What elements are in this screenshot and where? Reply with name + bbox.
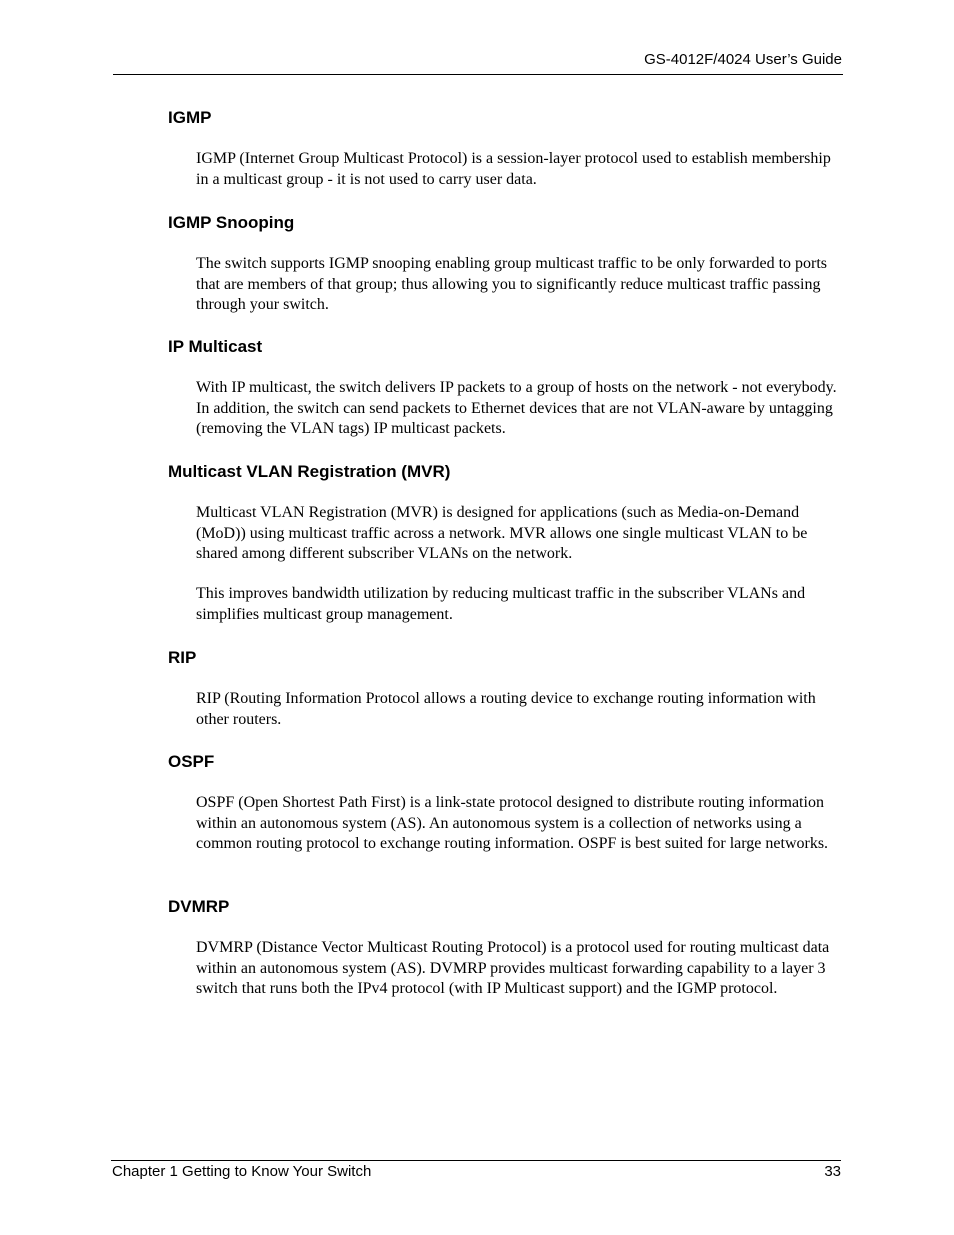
section-paragraph-igmp-snooping: The switch supports IGMP snooping enabling group multicast traffic to be only forwarded to ports that are members of that group; thus allowing you to significantly reduce multicast traffic passing through your switch. [196, 255, 828, 313]
section-paragraph-mvr-2: This improves bandwidth utilization by reducing multicast traffic in the subscriber VLANs and simplifies multicast group management. [196, 585, 806, 623]
page-number: 33 [824, 1163, 841, 1180]
section-heading-igmp: IGMP [168, 108, 212, 127]
section-heading-ip-multicast: IP Multicast [168, 337, 263, 356]
section-paragraph-ospf: OSPF (Open Shortest Path First) is a link-state protocol designed to distribute routing information within an autonomous system (AS). An autonomous system is a collection of networks using a common routing protocol to exchange routing information. OSPF is best suited for large networks. [196, 794, 829, 852]
section-paragraph-rip: RIP (Routing Information Protocol allows a routing device to exchange routing information with other routers. [196, 690, 816, 728]
section-heading-mvr: Multicast VLAN Registration (MVR) [168, 462, 451, 481]
section-heading-dvmrp: DVMRP [168, 897, 230, 916]
section-paragraph-mvr-1: Multicast VLAN Registration (MVR) is designed for applications (such as Media-on-Demand (MoD)) using multicast traffic across a network. MVR allows one single multicast VLAN to be shared among different subscriber VLANs on the network. [196, 504, 808, 562]
section-heading-ospf: OSPF [168, 752, 215, 771]
document-title: GS-4012F/4024 User’s Guide [644, 51, 842, 68]
page-footer [111, 1160, 841, 1183]
section-paragraph-igmp: IGMP (Internet Group Multicast Protocol) is a session-layer protocol used to establish membership in a multicast group - it is not used to carry user data. [196, 150, 831, 188]
section-paragraph-ip-multicast: With IP multicast, the switch delivers IP packets to a group of hosts on the network - not everybody. In addition, the switch can send packets to Ethernet devices that are not VLAN-aware by untagging (removing the VLAN tags) IP multicast packets. [196, 379, 837, 437]
section-paragraph-dvmrp: DVMRP (Distance Vector Multicast Routing Protocol) is a protocol used for routing multicast data within an autonomous system (AS). DVMRP provides multicast forwarding capability to a layer 3 switch that runs both the IPv4 protocol (with IP Multicast support) and the IGMP protocol. [196, 939, 830, 997]
section-heading-igmp-snooping: IGMP Snooping [168, 213, 295, 232]
page-header [113, 50, 843, 75]
chapter-title: Chapter 1 Getting to Know Your Switch [112, 1163, 372, 1180]
section-heading-rip: RIP [168, 648, 197, 667]
